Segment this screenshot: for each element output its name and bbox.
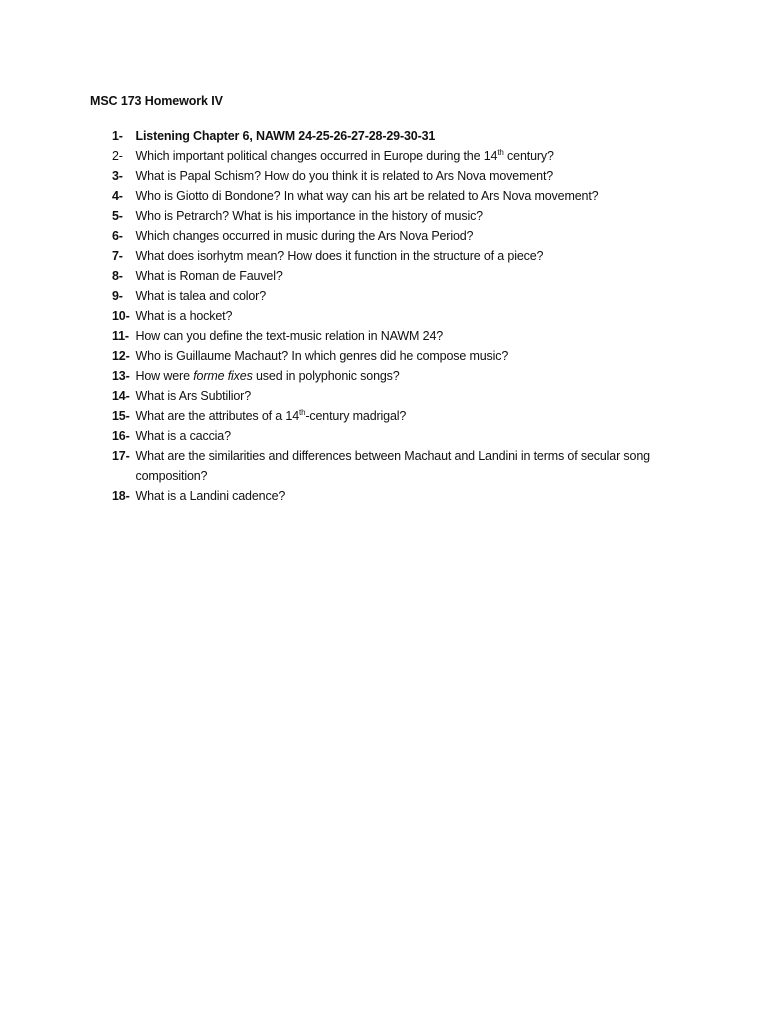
question-text xyxy=(136,489,286,503)
question-text xyxy=(136,349,509,363)
text-run: Which changes occurred in music during the Ars Nova Period? xyxy=(135,229,474,243)
question-text xyxy=(136,389,252,403)
question-text xyxy=(136,289,267,303)
question-number: 8- xyxy=(112,269,123,283)
text-run: What is a Landini cadence? xyxy=(135,489,286,503)
question-number: 13- xyxy=(112,369,130,383)
question-number: 12- xyxy=(112,349,130,363)
question-text xyxy=(136,269,283,283)
text-run: What is Ars Subtilior? xyxy=(135,389,251,403)
question-text xyxy=(136,129,436,143)
question-number: 11- xyxy=(112,329,129,343)
question-item xyxy=(112,206,712,226)
question-item xyxy=(112,266,712,286)
question-text xyxy=(136,329,444,343)
text-run: What is a caccia? xyxy=(135,429,231,443)
question-number: 3- xyxy=(112,169,123,183)
question-list xyxy=(112,126,712,506)
question-text xyxy=(136,409,407,423)
question-text xyxy=(136,229,474,243)
question-text xyxy=(136,429,231,443)
text-run: Who is Giotto di Bondone? In what way can his art be related to Ars Nova movement? xyxy=(135,189,599,203)
question-number: 7- xyxy=(112,249,123,263)
text-run: What are the similarities and differences between Machaut and Landini in terms of secular song composition? xyxy=(135,449,650,483)
text-run: used in polyphonic songs? xyxy=(252,369,400,383)
italic-term: forme fixes xyxy=(193,369,253,383)
question-number: 4- xyxy=(112,189,123,203)
question-number: 6- xyxy=(112,229,123,243)
question-number: 18- xyxy=(112,489,130,503)
question-text xyxy=(136,189,599,203)
question-item xyxy=(112,346,712,366)
question-number: 16- xyxy=(112,429,130,443)
question-number: 9- xyxy=(112,289,123,303)
question-item xyxy=(112,446,712,486)
document-title: MSC 173 Homework IV xyxy=(90,94,223,108)
question-item xyxy=(112,486,712,506)
text-run: Listening Chapter 6, NAWM 24-25-26-27-28-29-30-31 xyxy=(135,129,436,143)
question-number: 10- xyxy=(112,309,130,323)
question-text xyxy=(136,369,400,383)
text-run: Who is Petrarch? What is his importance in the history of music? xyxy=(135,209,483,223)
question-item xyxy=(112,146,712,166)
text-run: -century madrigal? xyxy=(305,409,407,423)
question-text xyxy=(136,209,483,223)
question-item xyxy=(112,186,712,206)
question-item xyxy=(112,166,712,186)
question-text xyxy=(136,249,544,263)
question-item xyxy=(112,126,712,146)
question-number: 15- xyxy=(112,409,130,423)
question-item xyxy=(112,226,712,246)
question-text xyxy=(136,149,554,163)
text-run: What is a hocket? xyxy=(135,309,233,323)
question-number: 14- xyxy=(112,389,130,403)
question-item xyxy=(112,406,712,426)
question-number: 17- xyxy=(112,449,130,463)
text-run: What does isorhytm mean? How does it function in the structure of a piece? xyxy=(135,249,544,263)
question-text xyxy=(136,449,650,483)
question-item xyxy=(112,246,712,266)
text-run: How were xyxy=(135,369,194,383)
text-run: What is Papal Schism? How do you think it is related to Ars Nova movement? xyxy=(135,169,554,183)
text-run: How can you define the text-music relation in NAWM 24? xyxy=(135,329,444,343)
question-item xyxy=(112,306,712,326)
question-item xyxy=(112,366,712,386)
question-item xyxy=(112,386,712,406)
question-number: 2- xyxy=(112,149,123,163)
text-run: What is Roman de Fauvel? xyxy=(135,269,283,283)
text-run: Which important political changes occurred in Europe during the 14 xyxy=(135,149,498,163)
question-text xyxy=(136,169,554,183)
question-number: 1- xyxy=(112,129,123,143)
question-text xyxy=(136,309,233,323)
superscript: th xyxy=(299,408,306,417)
text-run: century? xyxy=(503,149,554,163)
superscript: th xyxy=(497,148,504,157)
question-number: 5- xyxy=(112,209,123,223)
question-item xyxy=(112,286,712,306)
question-item xyxy=(112,326,712,346)
question-item xyxy=(112,426,712,446)
text-run: What are the attributes of a 14 xyxy=(135,409,300,423)
text-run: What is talea and color? xyxy=(135,289,267,303)
text-run: Who is Guillaume Machaut? In which genres did he compose music? xyxy=(135,349,509,363)
